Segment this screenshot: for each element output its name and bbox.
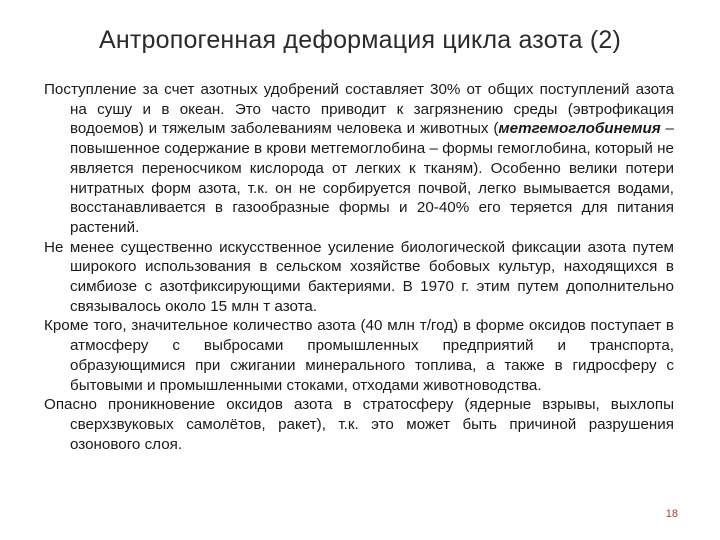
page-number: 18 — [665, 508, 678, 520]
slide-title: Антропогенная деформация цикла азота (2) — [98, 26, 622, 54]
slide-body — [44, 80, 674, 454]
paragraph-biological-fixation: Не менее существенно искусственное усиление биологической фиксации азота путем широкого использования в сельском хозяйстве бобовых культур, находящихся в симбиозе с азотфиксирующими бактериями. В 1970 г. этим путем дополнительно связывалось около 15 млн т азота. — [44, 238, 674, 315]
paragraph-text: Поступление за счет азотных удобрений составляет 30% от общих поступлений азота на сушу и в океан. Это часто приводит к загрязнению среды (эвтрофикация водоемов) и тяжелым заболеваниям человека и животных ( — [44, 81, 674, 138]
paragraph-text: – повышенное содержание в крови метгемоглобина – формы гемоглобина, который не является переносчиком кислорода от легких к тканям). Особенно велики потери нитратных форм азота, т.к. он не сорбируется почвой, легко вымывается водами, восстанавливается в газообразные формы и 20-40% его теряется для питания растений. — [70, 120, 674, 236]
paragraph-nitrogen-oxides: Кроме того, значительное количество азота (40 млн т/год) в форме оксидов поступает в атмосферу с выбросами промышленных предприятий и транспорта, образующимися при сжигании минерального топлива, а также в гидросферу с бытовыми и промышленными стоками, отходами животноводства. — [44, 317, 674, 394]
paragraph-stratosphere: Опасно проникновение оксидов азота в стратосферу (ядерные взрывы, выхлопы сверхзвуковых самолётов, ракет), т.к. это может быть причиной разрушения озонового слоя. — [44, 396, 674, 453]
highlighted-term: метгемоглобинемия — [498, 120, 661, 138]
paragraph-fertilizers — [44, 80, 674, 238]
